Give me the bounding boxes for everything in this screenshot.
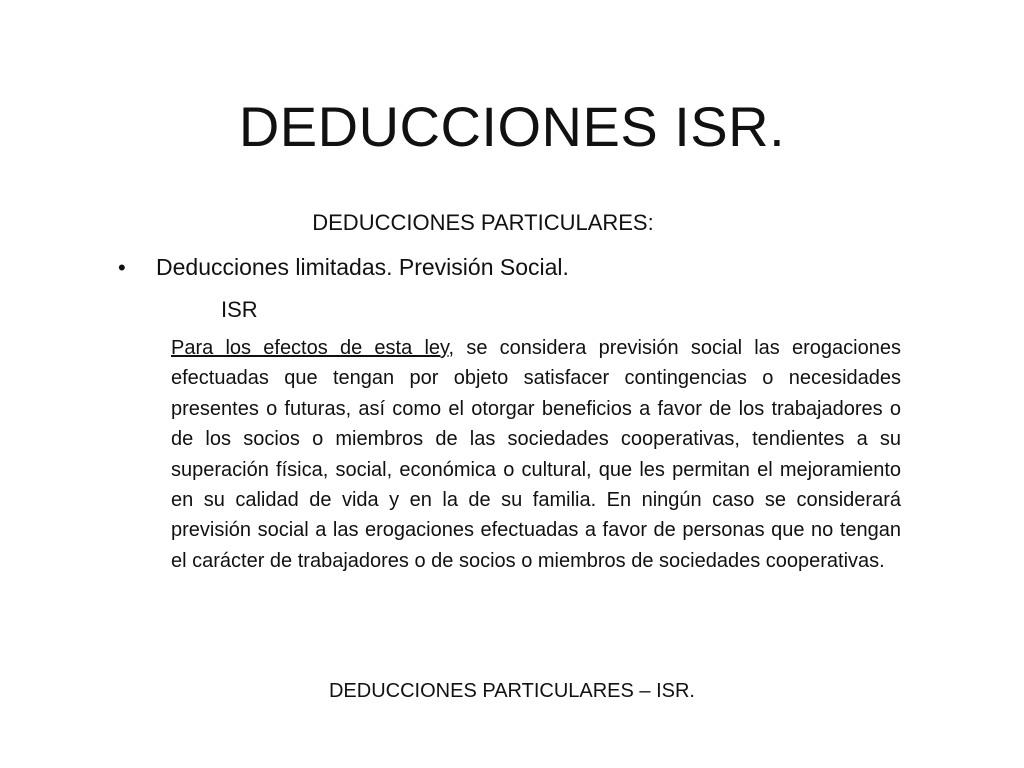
- paragraph-underlined-lead: Para los efectos de esta ley: [171, 337, 449, 359]
- slide-footer: DEDUCCIONES PARTICULARES – ISR.: [328, 680, 695, 702]
- slide-title: DEDUCCIONES ISR.: [238, 95, 786, 158]
- bullet-text: Deducciones limitadas. Previsión Social.: [156, 254, 569, 280]
- paragraph-body: , se considera previsión social las erogaciones efectuadas que tengan por objeto satisfacer contingencias o necesidades presentes o futuras, así como el otorgar beneficios a favor de los trabajadores o de los socios o miembros de las sociedades cooperativas, tendientes a su superación física, social, económica o cultural, que les permitan el mejoramiento en su calidad de vida y en la de su familia. En ningún caso se considerará previsión social a las erogaciones efectuadas a favor de personas que no tengan el carácter de trabajadores o de socios o miembros de sociedades cooperativas.: [171, 337, 901, 572]
- bullet-item: [118, 252, 569, 283]
- section-subheading: DEDUCCIONES PARTICULARES:: [312, 210, 654, 235]
- law-paragraph: [171, 333, 901, 576]
- bullet-icon: •: [118, 255, 126, 280]
- law-label: ISR: [221, 297, 258, 322]
